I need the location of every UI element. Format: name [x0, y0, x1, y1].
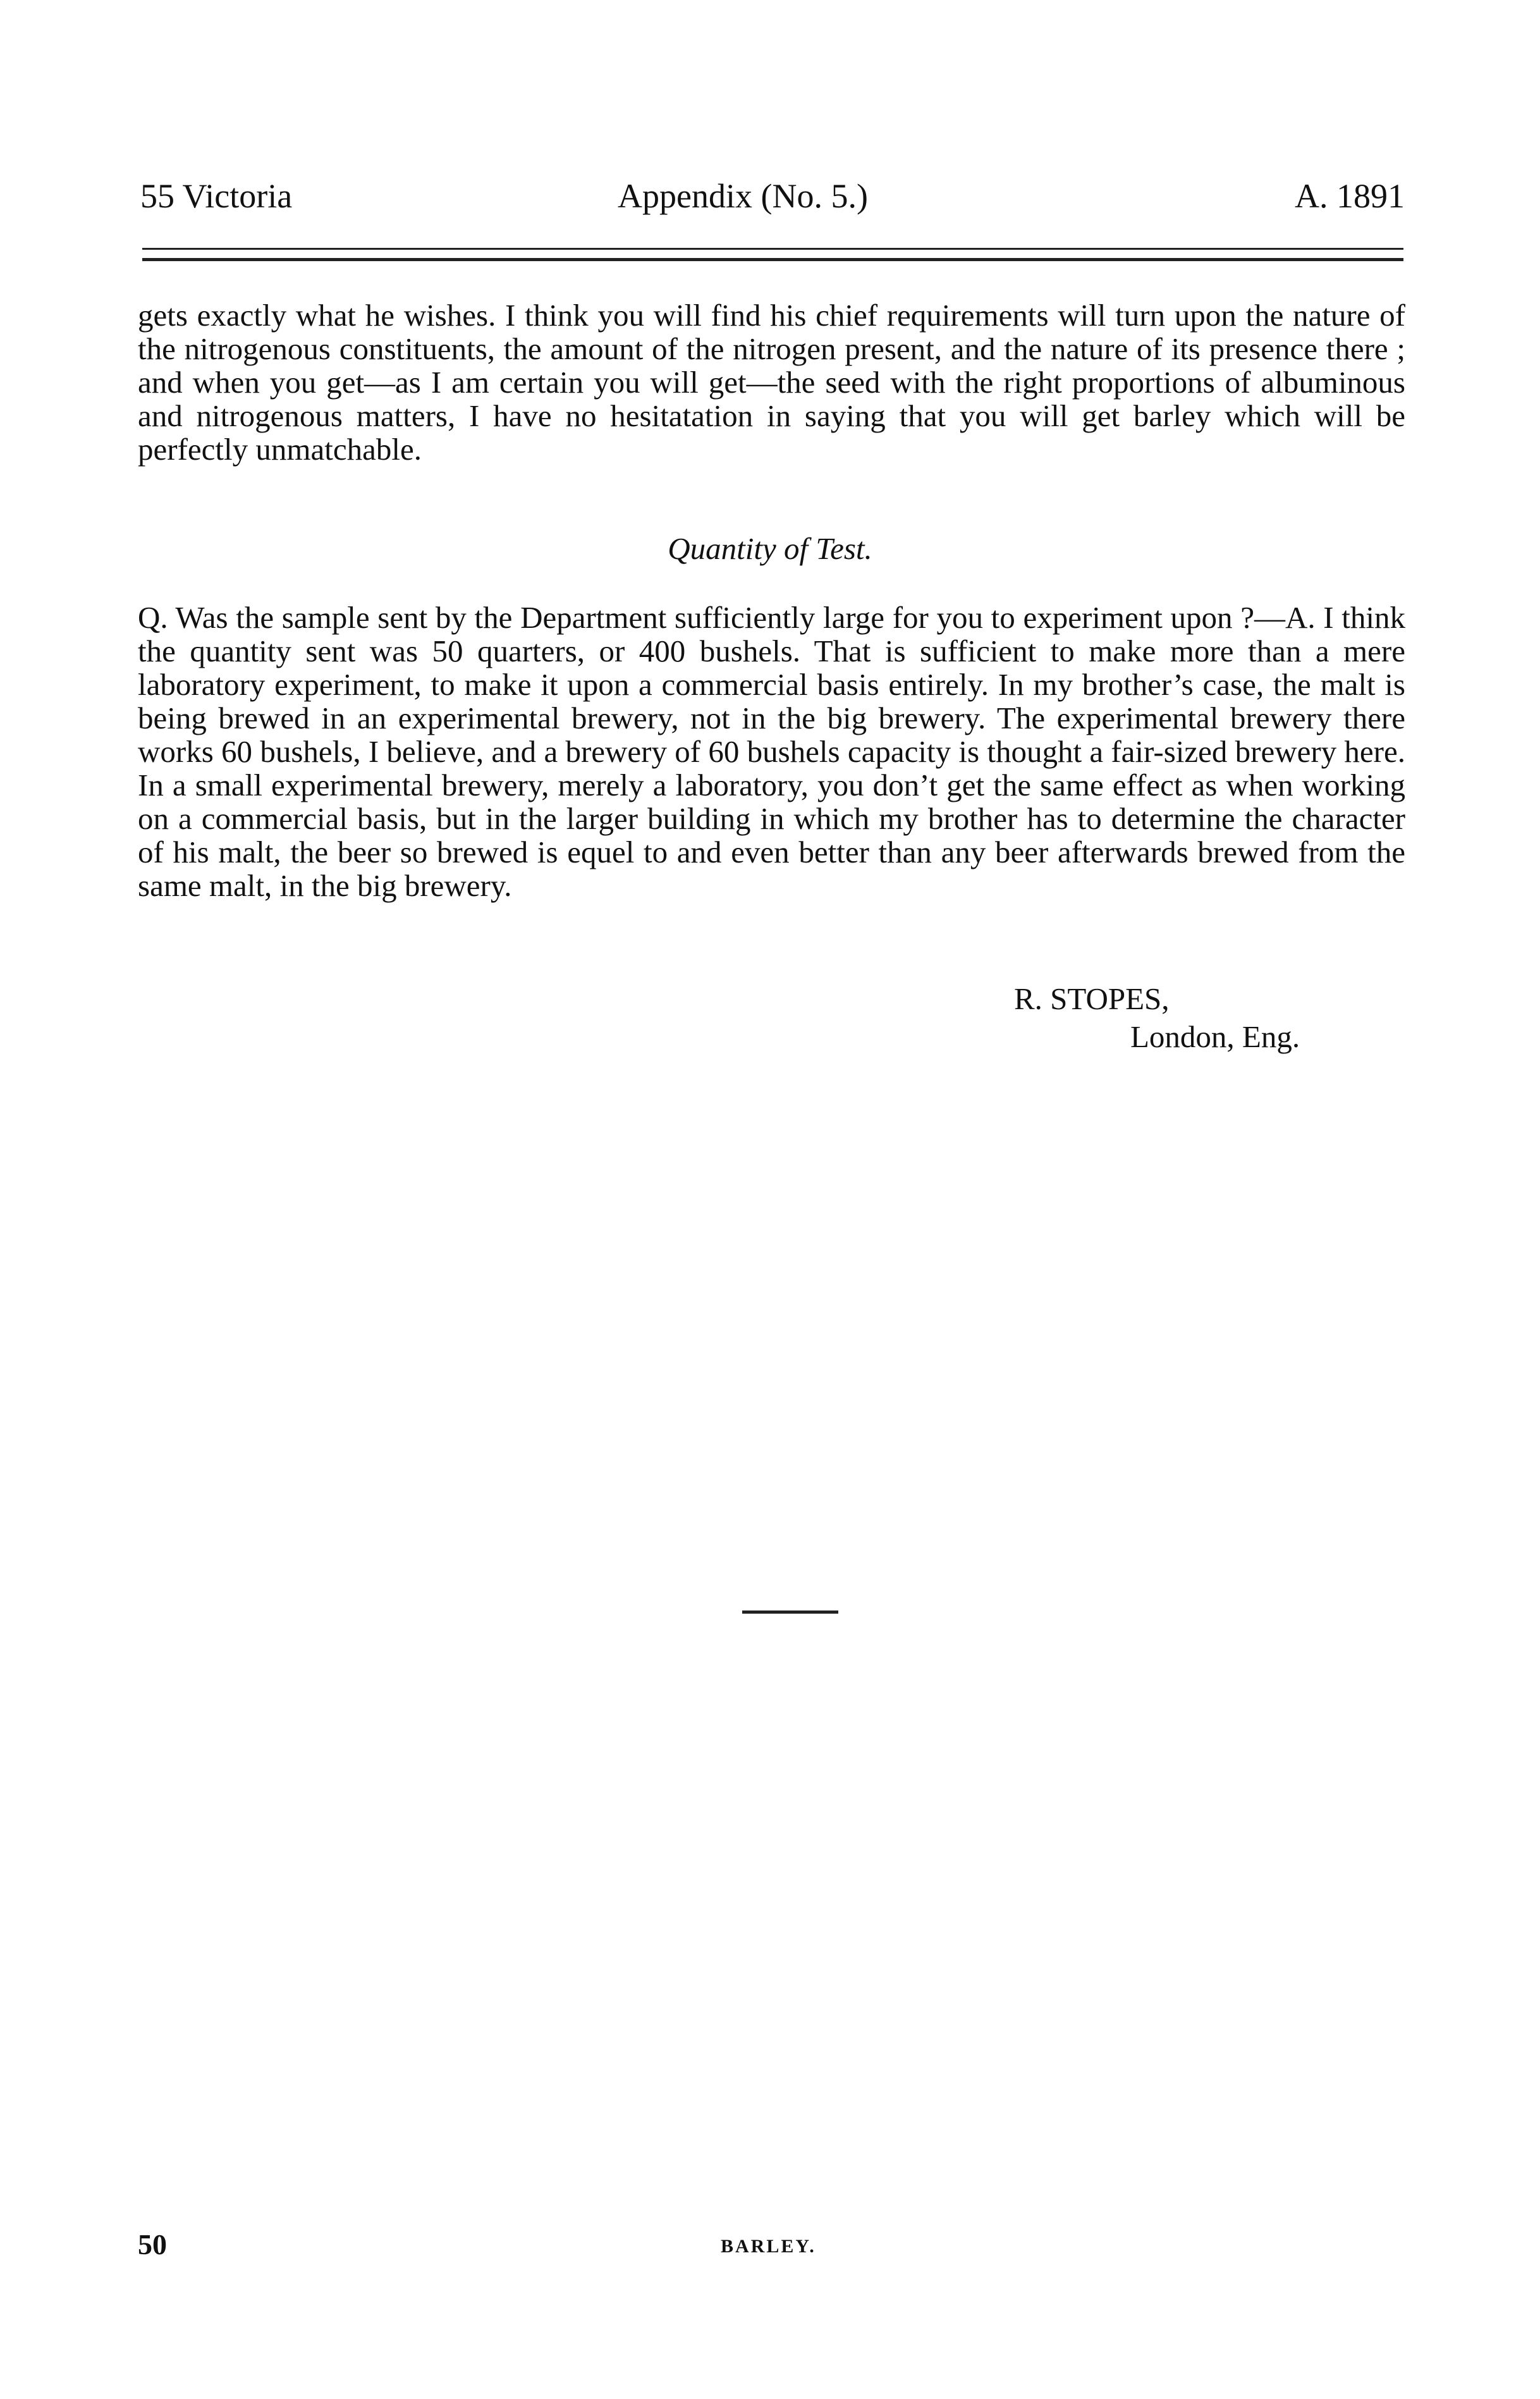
- signature-place: London, Eng.: [1130, 1019, 1300, 1054]
- page-footer: [138, 2226, 1405, 2264]
- section-title: Quantity of Test.: [668, 531, 872, 566]
- signature-name: R. STOPES,: [1014, 981, 1170, 1016]
- header-year: A. 1891: [1295, 177, 1405, 215]
- page-number: 50: [138, 2228, 167, 2261]
- section-divider: [742, 1611, 838, 1614]
- running-title: BARLEY.: [721, 2236, 816, 2257]
- header-rule-thin: [142, 248, 1403, 250]
- page-header: [140, 171, 1405, 221]
- header-session: 55 Victoria: [140, 177, 293, 215]
- paragraph-continuation: gets exactly what he wishes. I think you will find his chief requirements will turn upon the nature of the nitrogenous constituents, the amount of the nitrogen present, and the nature of its presence there ; and when you get—as I am certain you will get—the seed with the right proportions of albuminous and nitrogenous matters, I have no hesitatation in saying that you will get barley which will be perfectly unmatchable.: [138, 298, 1405, 467]
- header-appendix: Appendix (No. 5.): [618, 177, 868, 215]
- header-rule-thick: [142, 258, 1403, 261]
- paragraph-question-answer: Q. Was the sample sent by the Department sufficiently large for you to experiment upon ?—A. I think the quantity sent was 50 quarters, or 400 bushels. That is sufficient to make more than a mere laboratory experiment, to make it upon a commercial basis entirely. In my brother’s case, the malt is being brewed in an experimental brewery, not in the big brewery. The experimental brewery there works 60 bushels, I believe, and a brewery of 60 bushels capacity is thought a fair-sized brewery here. In a small experimental brewery, merely a laboratory, you don’t get the same effect as when working on a commercial basis, but in the larger building in which my brother has to determine the character of his malt, the beer so brewed is equel to and even better than any beer afterwards brewed from the same malt, in the big brewery.: [138, 600, 1405, 903]
